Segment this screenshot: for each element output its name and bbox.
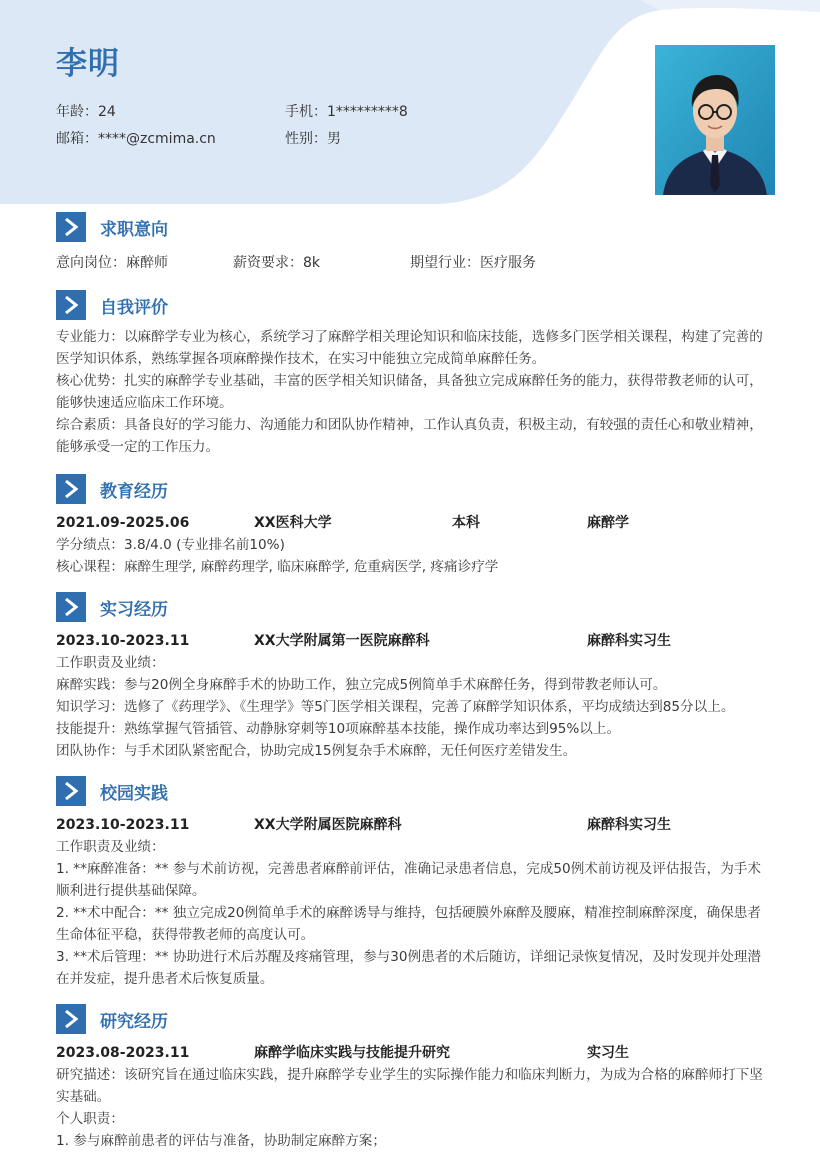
research-line: 研究描述：该研究旨在通过临床实践，提升麻醉学专业学生的实际操作能力和临床判断力，为成为合格的麻醉师打下坚实基础。 (56, 1067, 763, 1105)
education-gpa: 学分绩点：3.8/4.0 (专业排名前10%) (56, 537, 285, 553)
research-role: 实习生 (587, 1045, 629, 1061)
self-eval-line: 综合素质：具备良好的学习能力、沟通能力和团队协作精神，工作认真负责，积极主动，有较强的责任心和敬业精神，能够承受一定的工作压力。 (56, 417, 763, 455)
resume-body (56, 203, 766, 1152)
campus-line: 1. **麻醉准备：** 参与术前访视，完善患者麻醉前评估，准确记录患者信息，完成50例术前访视及评估报告，为手术顺利进行提供基础保障。 (56, 861, 761, 899)
internship-date: 2023.10-2023.11 (56, 633, 190, 649)
email-field: 邮箱：****@zcmima.cn (56, 131, 216, 147)
education-date: 2021.09-2025.06 (56, 515, 190, 531)
section-header-internship (56, 592, 766, 622)
section-title: 教育经历 (100, 481, 168, 502)
research-project: 麻醉学临床实践与技能提升研究 (254, 1045, 450, 1061)
section-title: 实习经历 (100, 599, 168, 620)
section-header-self-eval (56, 290, 766, 320)
section-title: 自我评价 (100, 297, 168, 318)
research-line: 个人职责： (56, 1111, 124, 1127)
research-line: 1. 参与麻醉前患者的评估与准备，协助制定麻醉方案； (56, 1133, 386, 1149)
internship-line: 麻醉实践：参与20例全身麻醉手术的协助工作，独立完成5例简单手术麻醉任务，得到带教老师认可。 (56, 677, 667, 693)
chevron-right-icon (56, 290, 86, 320)
chevron-right-icon (56, 776, 86, 806)
campus-entry-header (56, 814, 766, 836)
research-entry-header (56, 1042, 766, 1064)
self-eval-line: 专业能力：以麻醉学专业为核心，系统学习了麻醉学相关理论知识和临床技能，选修多门医学相关课程，构建了完善的医学知识体系，熟练掌握各项麻醉操作技术，在实习中能独立完成简单麻醉任务。 (56, 329, 763, 367)
chevron-right-icon (56, 592, 86, 622)
campus-date: 2023.10-2023.11 (56, 817, 190, 833)
section-title: 校园实践 (100, 783, 168, 804)
education-degree: 本科 (452, 515, 480, 531)
portrait-photo (655, 45, 775, 195)
intent-industry: 期望行业：医疗服务 (410, 255, 536, 271)
education-major: 麻醉学 (587, 515, 629, 531)
intent-row (56, 252, 766, 274)
section-header-campus (56, 776, 766, 806)
education-courses: 核心课程：麻醉生理学, 麻醉药理学, 临床麻醉学, 危重病医学, 疼痛诊疗学 (56, 559, 499, 575)
internship-line: 团队协作：与手术团队紧密配合，协助完成15例复杂手术麻醉，无任何医疗差错发生。 (56, 743, 577, 759)
gender-field: 性别：男 (285, 131, 341, 147)
intent-salary: 薪资要求：8k (233, 255, 321, 271)
self-eval-line: 核心优势：扎实的麻醉学专业基础，丰富的医学相关知识储备，具备独立完成麻醉任务的能力，获得带教老师的认可，能够快速适应临床工作环境。 (56, 373, 763, 411)
section-header-education (56, 474, 766, 504)
internship-line: 技能提升：熟练掌握气管插管、动静脉穿刺等10项麻醉基本技能，操作成功率达到95%以上。 (56, 721, 621, 737)
internship-line: 工作职责及业绩： (56, 655, 165, 671)
chevron-right-icon (56, 474, 86, 504)
section-header-research (56, 1004, 766, 1034)
education-school: XX医科大学 (254, 515, 332, 531)
campus-line: 3. **术后管理：** 协助进行术后苏醒及疼痛管理，参与30例患者的术后随访，详细记录恢复情况，及时发现并处理潜在并发症，提升患者术后恢复质量。 (56, 949, 761, 987)
section-title: 求职意向 (100, 219, 168, 240)
candidate-name: 李明 (56, 46, 120, 82)
campus-line: 2. **术中配合：** 独立完成20例简单手术的麻醉诱导与维持，包括硬膜外麻醉及腰麻，精准控制麻醉深度，确保患者生命体征平稳，获得带教老师的高度认可。 (56, 905, 761, 943)
section-title: 研究经历 (100, 1011, 168, 1032)
age-field: 年龄：24 (56, 104, 116, 120)
chevron-right-icon (56, 212, 86, 242)
intent-position: 意向岗位：麻醉师 (56, 255, 168, 271)
campus-role: 麻醉科实习生 (587, 817, 671, 833)
internship-org: XX大学附属第一医院麻醉科 (254, 633, 430, 649)
campus-org: XX大学附属医院麻醉科 (254, 817, 402, 833)
internship-role: 麻醉科实习生 (587, 633, 671, 649)
research-date: 2023.08-2023.11 (56, 1045, 190, 1061)
internship-entry-header (56, 630, 766, 652)
phone-field: 手机：1*********8 (285, 104, 408, 120)
section-header-intent (56, 212, 766, 242)
campus-line: 工作职责及业绩： (56, 839, 165, 855)
education-entry-header (56, 512, 766, 534)
chevron-right-icon (56, 1004, 86, 1034)
internship-line: 知识学习：选修了《药理学》、《生理学》等5门医学相关课程，完善了麻醉学知识体系，平均成绩达到85分以上。 (56, 699, 735, 715)
